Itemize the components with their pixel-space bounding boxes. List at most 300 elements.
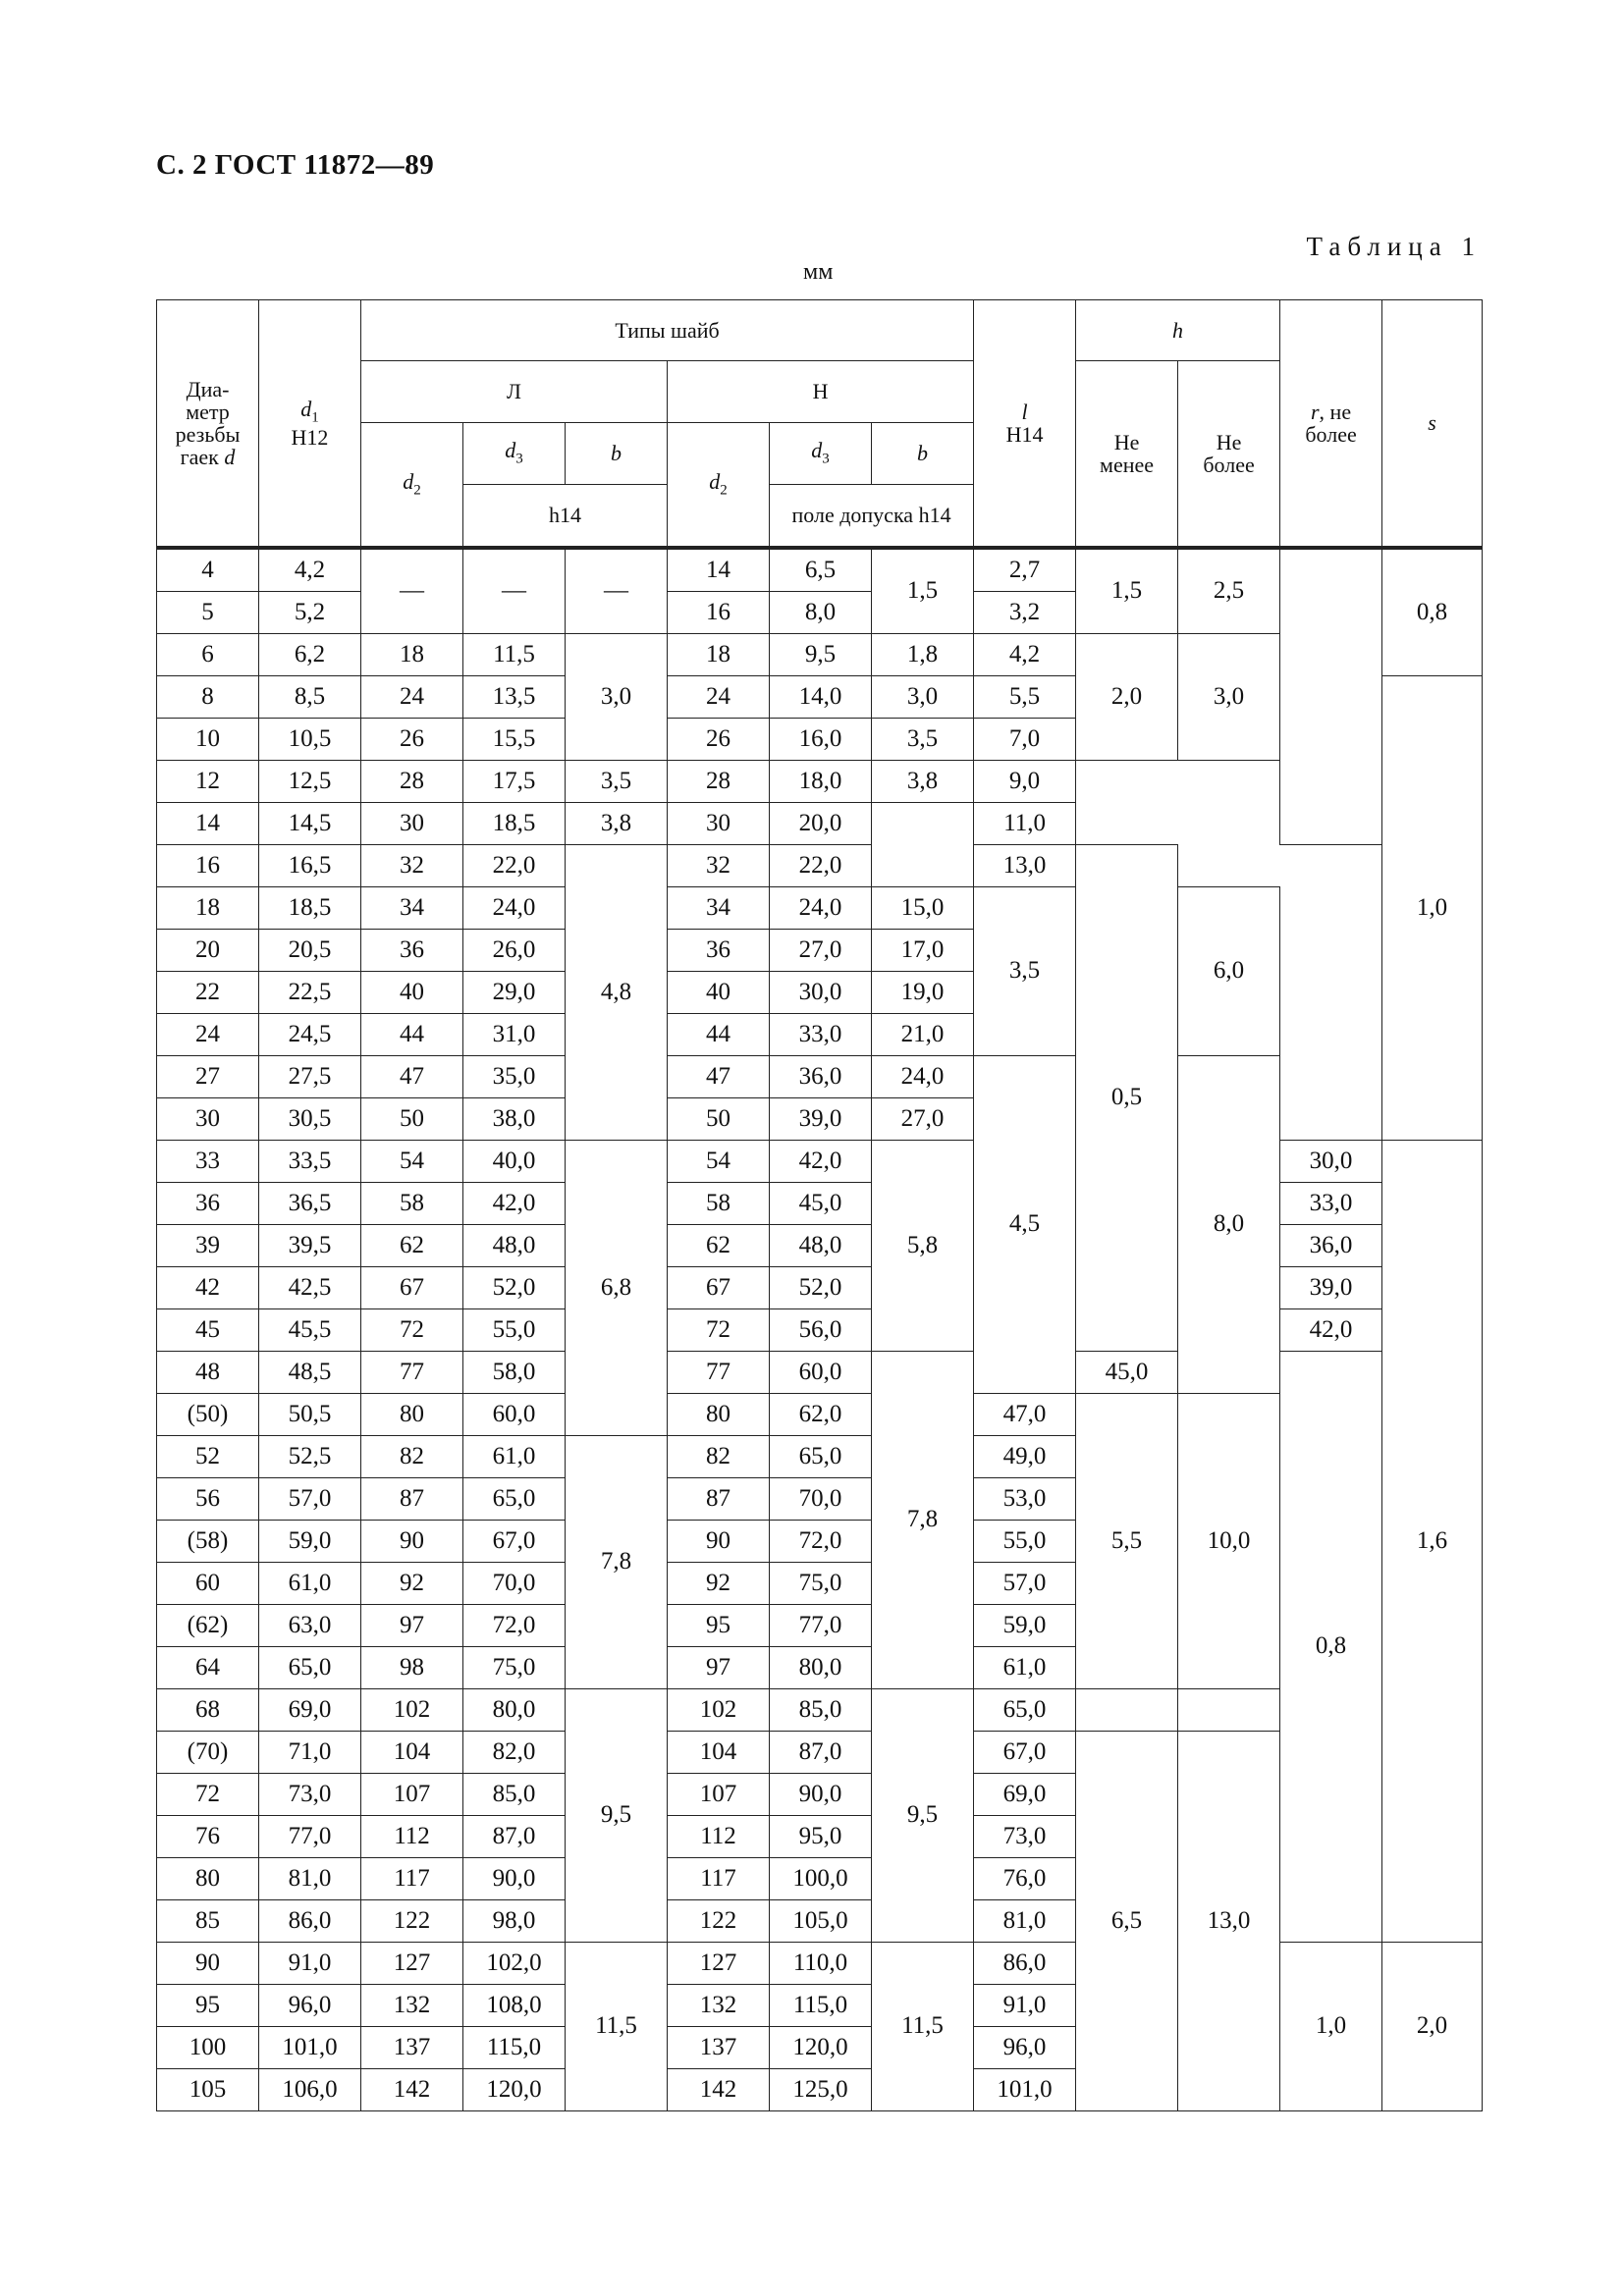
table-row	[157, 845, 1483, 887]
cell-h-min: 6,5	[1076, 1732, 1178, 2111]
cell-n-b: 7,8	[872, 1352, 974, 1689]
cell-l-d3: 42,0	[463, 1183, 566, 1225]
cell-d1: 57,0	[259, 1478, 361, 1521]
cell-l-d2: 127	[361, 1943, 463, 1985]
cell-h-max: 13,0	[1178, 1732, 1280, 2111]
cell-n-d2: 92	[668, 1563, 770, 1605]
cell-d1: 65,0	[259, 1647, 361, 1689]
header-l: l H14	[974, 300, 1076, 549]
cell-l-b: 3,5	[566, 761, 668, 803]
cell-thread-diameter: 48	[157, 1352, 259, 1394]
table-row	[157, 1309, 1483, 1352]
cell-d1: 10,5	[259, 719, 361, 761]
table-row	[157, 1225, 1483, 1267]
header-n-b: b	[872, 423, 974, 485]
cell-l-d2: 142	[361, 2069, 463, 2111]
cell-l-length: 73,0	[974, 1816, 1076, 1858]
cell-r: 1,0	[1280, 1943, 1382, 2111]
cell-l-length: 9,0	[974, 761, 1076, 803]
cell-n-d2: 112	[668, 1816, 770, 1858]
cell-thread-diameter: (70)	[157, 1732, 259, 1774]
cell-l-b: 6,8	[566, 1141, 668, 1436]
cell-l-length: 7,0	[974, 719, 1076, 761]
header-type-n: Н	[668, 361, 974, 423]
cell-n-d2: 137	[668, 2027, 770, 2069]
cell-l-length: 24,0	[872, 1056, 974, 1098]
cell-d1: 91,0	[259, 1943, 361, 1985]
cell-h-max: 6,0	[1178, 887, 1280, 1056]
cell-n-d3: 27,0	[770, 930, 872, 972]
cell-l-length: 96,0	[974, 2027, 1076, 2069]
cell-n-d3: 95,0	[770, 1816, 872, 1858]
cell-thread-diameter: 24	[157, 1014, 259, 1056]
cell-n-d3: 56,0	[770, 1309, 872, 1352]
cell-h-min: 4,5	[974, 1056, 1076, 1394]
cell-thread-diameter: 16	[157, 845, 259, 887]
header-n-d3: $d_3$	[770, 423, 872, 485]
cell-n-d2: 82	[668, 1436, 770, 1478]
cell-l-d2: 77	[361, 1352, 463, 1394]
cell-l-length: 53,0	[974, 1478, 1076, 1521]
cell-n-d2: 44	[668, 1014, 770, 1056]
cell-l-d3: 80,0	[463, 1689, 566, 1732]
cell-n-d3: 48,0	[770, 1225, 872, 1267]
cell-d1: 6,2	[259, 634, 361, 676]
cell-l-length: 57,0	[974, 1563, 1076, 1605]
cell-l-d2: 26	[361, 719, 463, 761]
cell-n-d2: 67	[668, 1267, 770, 1309]
cell-l-d3: 52,0	[463, 1267, 566, 1309]
cell-thread-diameter: 14	[157, 803, 259, 845]
cell-n-d2: 26	[668, 719, 770, 761]
cell-n-d3: 18,0	[770, 761, 872, 803]
cell-l-length: 15,0	[872, 887, 974, 930]
cell-n-d2: 32	[668, 845, 770, 887]
table-caption: Таблица 1	[1306, 232, 1482, 261]
table-row	[157, 1098, 1483, 1141]
cell-l-d3: 82,0	[463, 1732, 566, 1774]
cell-n-d2: 95	[668, 1605, 770, 1647]
cell-h-max: 8,0	[1178, 1056, 1280, 1394]
cell-n-d2: 117	[668, 1858, 770, 1900]
cell-n-d3: 70,0	[770, 1478, 872, 1521]
cell-thread-diameter: 22	[157, 972, 259, 1014]
cell-n-d2: 97	[668, 1647, 770, 1689]
cell-thread-diameter: (58)	[157, 1521, 259, 1563]
table-row	[157, 1352, 1483, 1394]
header-n-d2: $d_2$	[668, 423, 770, 549]
cell-l-d3: 31,0	[463, 1014, 566, 1056]
header-h: h	[1076, 300, 1280, 361]
cell-n-b: 3,8	[872, 761, 974, 803]
page-header: С. 2 ГОСТ 11872—89	[156, 149, 435, 181]
cell-l-d3: 115,0	[463, 2027, 566, 2069]
cell-d1: 18,5	[259, 887, 361, 930]
cell-n-d3: 24,0	[770, 887, 872, 930]
cell-l-b: 11,5	[566, 1943, 668, 2111]
cell-l-length: 81,0	[974, 1900, 1076, 1943]
cell-d1: 27,5	[259, 1056, 361, 1098]
header-n-tolerance: поле допуска h14	[770, 485, 974, 549]
cell-l-d2: 98	[361, 1647, 463, 1689]
cell-h-min: 2,0	[1076, 634, 1178, 761]
cell-n-d2: 30	[668, 803, 770, 845]
table-row	[157, 1014, 1483, 1056]
cell-l-b: 7,8	[566, 1436, 668, 1689]
cell-n-d2: 80	[668, 1394, 770, 1436]
cell-l-d2: 34	[361, 887, 463, 930]
cell-n-d2: 58	[668, 1183, 770, 1225]
cell-l-d2: 50	[361, 1098, 463, 1141]
cell-thread-diameter: (50)	[157, 1394, 259, 1436]
cell-l-d2: 82	[361, 1436, 463, 1478]
cell-l-length: 49,0	[974, 1436, 1076, 1478]
cell-l-length: 47,0	[974, 1394, 1076, 1436]
cell-l-d3: 35,0	[463, 1056, 566, 1098]
cell-s: 2,0	[1382, 1943, 1483, 2111]
cell-l-length: 86,0	[974, 1943, 1076, 1985]
cell-d1: 59,0	[259, 1521, 361, 1563]
cell-n-d2: 34	[668, 887, 770, 930]
cell-l-d2: 87	[361, 1478, 463, 1521]
cell-h-min: 3,5	[974, 887, 1076, 1056]
table-body	[157, 548, 1483, 2111]
cell-n-d3: 85,0	[770, 1689, 872, 1732]
cell-d1: 50,5	[259, 1394, 361, 1436]
cell-d1: 73,0	[259, 1774, 361, 1816]
cell-thread-diameter: 100	[157, 2027, 259, 2069]
cell-l-length: 55,0	[974, 1521, 1076, 1563]
washer-dimensions-table	[156, 299, 1483, 2111]
cell-thread-diameter: (62)	[157, 1605, 259, 1647]
cell-thread-diameter: 76	[157, 1816, 259, 1858]
header-h-min: Не менее	[1076, 361, 1178, 549]
header-h-max: Не более	[1178, 361, 1280, 549]
cell-l-d3: 22,0	[463, 845, 566, 887]
cell-l-length: 4,2	[974, 634, 1076, 676]
cell-thread-diameter: 80	[157, 1858, 259, 1900]
cell-d1: 16,5	[259, 845, 361, 887]
cell-l-length: 19,0	[872, 972, 974, 1014]
cell-thread-diameter: 52	[157, 1436, 259, 1478]
cell-l-d2: 132	[361, 1985, 463, 2027]
header-l-d2: $d_2$	[361, 423, 463, 549]
cell-n-d3: 20,0	[770, 803, 872, 845]
cell-l-d3: 15,5	[463, 719, 566, 761]
cell-l-length: 5,5	[974, 676, 1076, 719]
cell-n-d3: 87,0	[770, 1732, 872, 1774]
cell-h-min	[1076, 1689, 1178, 1732]
cell-n-d2: 142	[668, 2069, 770, 2111]
cell-thread-diameter: 95	[157, 1985, 259, 2027]
cell-l-length: 45,0	[1076, 1352, 1178, 1394]
cell-n-d3: 6,5	[770, 548, 872, 592]
cell-d1: 22,5	[259, 972, 361, 1014]
cell-thread-diameter: 4	[157, 548, 259, 592]
cell-d1: 71,0	[259, 1732, 361, 1774]
cell-l-d2: 90	[361, 1521, 463, 1563]
cell-l-d3: 70,0	[463, 1563, 566, 1605]
cell-l-d2: 47	[361, 1056, 463, 1098]
cell-l-length: 59,0	[974, 1605, 1076, 1647]
cell-l-d3: 75,0	[463, 1647, 566, 1689]
cell-n-d2: 50	[668, 1098, 770, 1141]
cell-thread-diameter: 45	[157, 1309, 259, 1352]
cell-l-d3: 60,0	[463, 1394, 566, 1436]
cell-n-b: 9,5	[872, 1689, 974, 1943]
table-row	[157, 1141, 1483, 1183]
cell-thread-diameter: 10	[157, 719, 259, 761]
cell-d1: 20,5	[259, 930, 361, 972]
cell-l-length: 11,0	[974, 803, 1076, 845]
cell-l-d2: 62	[361, 1225, 463, 1267]
cell-l-d3: 26,0	[463, 930, 566, 972]
cell-thread-diameter: 56	[157, 1478, 259, 1521]
header-d1: $d_1$ H12	[259, 300, 361, 549]
cell-n-d2: 90	[668, 1521, 770, 1563]
cell-l-d2: 30	[361, 803, 463, 845]
cell-l-d3: 90,0	[463, 1858, 566, 1900]
header-thread-diameter: Диа- метр резьбы гаек d	[157, 300, 259, 549]
cell-l-length: 101,0	[974, 2069, 1076, 2111]
cell-l-d3: 85,0	[463, 1774, 566, 1816]
cell-l-d3: 48,0	[463, 1225, 566, 1267]
cell-r: 0,8	[1280, 1352, 1382, 1943]
cell-l-d3: 29,0	[463, 972, 566, 1014]
cell-n-d2: 122	[668, 1900, 770, 1943]
table-row	[157, 548, 1483, 592]
cell-l-d3: 58,0	[463, 1352, 566, 1394]
cell-n-d3: 80,0	[770, 1647, 872, 1689]
cell-n-b: 5,8	[872, 1141, 974, 1352]
cell-n-d2: 24	[668, 676, 770, 719]
cell-l-d3: 38,0	[463, 1098, 566, 1141]
cell-h-max: 10,0	[1178, 1394, 1280, 1689]
cell-l-length: 91,0	[974, 1985, 1076, 2027]
cell-l-d2: 137	[361, 2027, 463, 2069]
header-l-tolerance: h14	[463, 485, 668, 549]
cell-thread-diameter: 12	[157, 761, 259, 803]
cell-l-length: 42,0	[1280, 1309, 1382, 1352]
cell-thread-diameter: 33	[157, 1141, 259, 1183]
cell-s: 0,8	[1382, 548, 1483, 676]
cell-thread-diameter: 6	[157, 634, 259, 676]
cell-thread-diameter: 60	[157, 1563, 259, 1605]
cell-n-d2: 104	[668, 1732, 770, 1774]
cell-thread-diameter: 20	[157, 930, 259, 972]
table-row	[157, 1943, 1483, 1985]
cell-thread-diameter: 18	[157, 887, 259, 930]
cell-thread-diameter: 8	[157, 676, 259, 719]
cell-n-d3: 30,0	[770, 972, 872, 1014]
cell-thread-diameter: 5	[157, 592, 259, 634]
cell-l-d3: 13,5	[463, 676, 566, 719]
cell-n-d3: 9,5	[770, 634, 872, 676]
cell-l-length: 27,0	[872, 1098, 974, 1141]
cell-l-d2: 92	[361, 1563, 463, 1605]
cell-l-d3: 120,0	[463, 2069, 566, 2111]
cell-n-d2: 36	[668, 930, 770, 972]
cell-thread-diameter: 68	[157, 1689, 259, 1732]
cell-l-d2: 32	[361, 845, 463, 887]
cell-d1: 33,5	[259, 1141, 361, 1183]
cell-n-d2: 62	[668, 1225, 770, 1267]
cell-thread-diameter: 42	[157, 1267, 259, 1309]
cell-l-d3: 55,0	[463, 1309, 566, 1352]
table-row	[157, 930, 1483, 972]
cell-n-d3: 16,0	[770, 719, 872, 761]
cell-l-b: 4,8	[566, 845, 668, 1141]
cell-thread-diameter: 36	[157, 1183, 259, 1225]
cell-d1: 5,2	[259, 592, 361, 634]
cell-d1: 8,5	[259, 676, 361, 719]
cell-d1: 63,0	[259, 1605, 361, 1647]
cell-l-d2: 107	[361, 1774, 463, 1816]
cell-n-d2: 40	[668, 972, 770, 1014]
cell-d1: 45,5	[259, 1309, 361, 1352]
cell-n-b: 3,0	[872, 676, 974, 719]
cell-l-d2: 67	[361, 1267, 463, 1309]
cell-l-length: 21,0	[872, 1014, 974, 1056]
cell-n-d2: 54	[668, 1141, 770, 1183]
cell-n-d3: 14,0	[770, 676, 872, 719]
cell-l-d3: 108,0	[463, 1985, 566, 2027]
cell-h-max	[1178, 1689, 1280, 1732]
cell-d1: 24,5	[259, 1014, 361, 1056]
cell-n-d2: 132	[668, 1985, 770, 2027]
cell-l-d3: 24,0	[463, 887, 566, 930]
cell-thread-diameter: 64	[157, 1647, 259, 1689]
cell-n-d2: 107	[668, 1774, 770, 1816]
cell-l-length: 3,2	[974, 592, 1076, 634]
cell-l-d2: 18	[361, 634, 463, 676]
cell-s: 1,6	[1382, 1141, 1483, 1943]
cell-l-d2: 117	[361, 1858, 463, 1900]
cell-n-d2: 16	[668, 592, 770, 634]
cell-l-b: 9,5	[566, 1689, 668, 1943]
cell-n-d2: 77	[668, 1352, 770, 1394]
cell-l-b: —	[566, 548, 668, 634]
cell-thread-diameter: 72	[157, 1774, 259, 1816]
cell-n-d3: 33,0	[770, 1014, 872, 1056]
cell-n-b: 11,5	[872, 1943, 974, 2111]
cell-l-d2: 24	[361, 676, 463, 719]
header-type-l: Л	[361, 361, 668, 423]
cell-n-d3: 90,0	[770, 1774, 872, 1816]
cell-n-d3: 36,0	[770, 1056, 872, 1098]
cell-l-d3: 87,0	[463, 1816, 566, 1858]
cell-n-d3: 65,0	[770, 1436, 872, 1478]
cell-l-d3: 67,0	[463, 1521, 566, 1563]
cell-n-d3: 77,0	[770, 1605, 872, 1647]
cell-l-b: 3,8	[566, 803, 668, 845]
cell-n-d2: 47	[668, 1056, 770, 1098]
cell-l-d2: 122	[361, 1900, 463, 1943]
cell-n-d3: 39,0	[770, 1098, 872, 1141]
cell-d1: 101,0	[259, 2027, 361, 2069]
cell-d1: 14,5	[259, 803, 361, 845]
cell-l-length: 39,0	[1280, 1267, 1382, 1309]
cell-n-d3: 52,0	[770, 1267, 872, 1309]
cell-n-b: 3,5	[872, 719, 974, 761]
cell-d1: 36,5	[259, 1183, 361, 1225]
table-header	[157, 300, 1483, 549]
cell-l-d2: 80	[361, 1394, 463, 1436]
cell-l-length: 76,0	[974, 1858, 1076, 1900]
cell-l-d2: —	[361, 548, 463, 634]
cell-n-d2: 28	[668, 761, 770, 803]
cell-l-length: 65,0	[974, 1689, 1076, 1732]
cell-l-b: 3,0	[566, 634, 668, 761]
table-row	[157, 887, 1483, 930]
cell-thread-diameter: 85	[157, 1900, 259, 1943]
table-row	[157, 972, 1483, 1014]
cell-d1: 52,5	[259, 1436, 361, 1478]
cell-d1: 77,0	[259, 1816, 361, 1858]
cell-l-length: 2,7	[974, 548, 1076, 592]
cell-l-d3: 72,0	[463, 1605, 566, 1647]
cell-l-d3: 98,0	[463, 1900, 566, 1943]
cell-h-max: 2,5	[1178, 548, 1280, 634]
cell-l-d2: 102	[361, 1689, 463, 1732]
cell-h-max: 3,0	[1178, 634, 1280, 761]
cell-n-b: 1,8	[872, 634, 974, 676]
cell-l-d3: 65,0	[463, 1478, 566, 1521]
cell-d1: 61,0	[259, 1563, 361, 1605]
cell-d1: 86,0	[259, 1900, 361, 1943]
cell-n-d3: 45,0	[770, 1183, 872, 1225]
cell-thread-diameter: 39	[157, 1225, 259, 1267]
cell-l-length: 69,0	[974, 1774, 1076, 1816]
cell-n-b: 1,5	[872, 548, 974, 634]
cell-n-d3: 105,0	[770, 1900, 872, 1943]
cell-l-d2: 104	[361, 1732, 463, 1774]
cell-n-d2: 127	[668, 1943, 770, 1985]
cell-n-d3: 75,0	[770, 1563, 872, 1605]
cell-l-d2: 28	[361, 761, 463, 803]
units-label: мм	[803, 259, 834, 285]
cell-l-d2: 72	[361, 1309, 463, 1352]
cell-l-length: 36,0	[1280, 1225, 1382, 1267]
cell-l-d3: 17,5	[463, 761, 566, 803]
cell-n-d2: 72	[668, 1309, 770, 1352]
cell-l-d3: —	[463, 548, 566, 634]
cell-l-d3: 40,0	[463, 1141, 566, 1183]
cell-d1: 12,5	[259, 761, 361, 803]
cell-l-length: 30,0	[1280, 1141, 1382, 1183]
table-row	[157, 1267, 1483, 1309]
cell-thread-diameter: 27	[157, 1056, 259, 1098]
cell-d1: 4,2	[259, 548, 361, 592]
cell-l-length: 17,0	[872, 930, 974, 972]
cell-n-d3: 125,0	[770, 2069, 872, 2111]
cell-thread-diameter: 105	[157, 2069, 259, 2111]
cell-n-b	[872, 803, 974, 887]
cell-l-d2: 36	[361, 930, 463, 972]
cell-n-d3: 62,0	[770, 1394, 872, 1436]
cell-n-d2: 102	[668, 1689, 770, 1732]
cell-n-d3: 22,0	[770, 845, 872, 887]
cell-d1: 106,0	[259, 2069, 361, 2111]
cell-n-d3: 110,0	[770, 1943, 872, 1985]
cell-thread-diameter: 90	[157, 1943, 259, 1985]
cell-l-d2: 97	[361, 1605, 463, 1647]
cell-l-d3: 11,5	[463, 634, 566, 676]
cell-l-d3: 102,0	[463, 1943, 566, 1985]
cell-s: 1,0	[1382, 676, 1483, 1141]
header-l-d3: $d_3$	[463, 423, 566, 485]
cell-thread-diameter: 30	[157, 1098, 259, 1141]
